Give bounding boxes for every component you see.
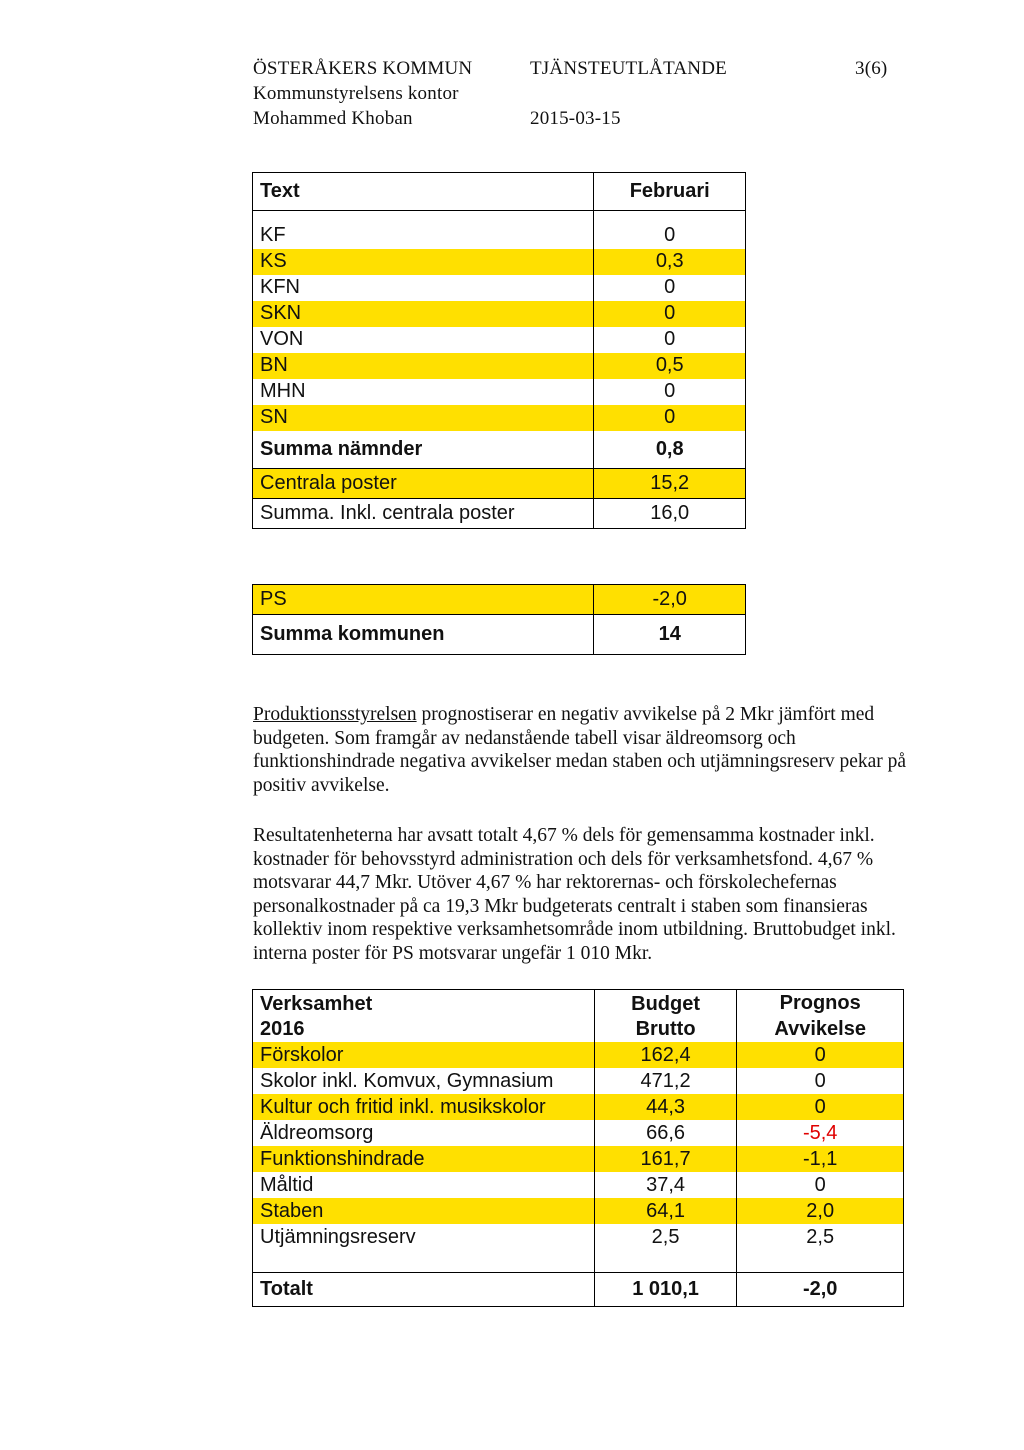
- row-label: Utjämningsreserv: [253, 1224, 595, 1250]
- row-value: 0,3: [594, 249, 746, 275]
- table-row: [253, 1172, 904, 1198]
- row-budget: 64,1: [594, 1198, 737, 1224]
- table-row: [253, 1042, 904, 1068]
- row-label: Skolor inkl. Komvux, Gymnasium: [253, 1068, 595, 1094]
- row-label: Förskolor: [253, 1042, 595, 1068]
- row-value: 0,5: [594, 353, 746, 379]
- row-budget: 37,4: [594, 1172, 737, 1198]
- paragraph-ps-forecast-text: prognostiserar en negativ avvikelse på 2 Mkr jämfört med budgeten. Som framgår av nedanstående tabell visar äldreomsorg och funktionshindrade negativa avvikelser medan staben och utjämningsreserv pekar på positiv avvikelse.: [253, 704, 907, 796]
- col-header-budget: Budget: [594, 990, 737, 1017]
- row-label: MHN: [253, 379, 594, 405]
- ps-label: PS: [253, 585, 594, 615]
- document-date: 2015-03-15: [530, 108, 621, 129]
- central-items-row: [253, 469, 746, 499]
- row-deviation: 0: [814, 1173, 826, 1196]
- row-value: 0: [594, 301, 746, 327]
- row-deviation: 2,5: [806, 1225, 835, 1248]
- forecast-table: [252, 172, 746, 529]
- row-budget: 66,6: [594, 1120, 737, 1146]
- paragraph-result-units: Resultatenheterna har avsatt totalt 4,67 % dels för gemensamma kostnader inkl. kostnader för behovsstyrd administration och dels för verksamhetsfond. 4,67 % motsvarar 44,7 Mkr. Utöver 4,67 % har rektorernas- och förskolechefernas personalkostnader på ca 19,3 Mkr budgeterats centralt i staben som finansieras kollektiv inom respektive verksamhetsområde inom utbildning. Bruttobudget inkl. interna poster för PS motsvarar ungefär 1 010 Mkr.: [253, 825, 896, 964]
- row-label: Måltid: [253, 1172, 595, 1198]
- author-name: Mohammed Khoban: [253, 108, 413, 129]
- sum-incl-central-label: Summa. Inkl. centrala poster: [253, 499, 594, 529]
- row-budget: 162,4: [594, 1042, 737, 1068]
- row-label: SKN: [253, 301, 594, 327]
- sum-committees-label: Summa nämnder: [253, 431, 594, 469]
- central-items-value: 15,2: [594, 469, 746, 499]
- row-deviation: 0: [737, 1094, 904, 1120]
- row-budget: 44,3: [594, 1094, 737, 1120]
- col-header-month: Februari: [594, 173, 746, 211]
- table-row: [253, 301, 746, 327]
- table-row: [253, 1068, 904, 1094]
- activity-budget-table: [252, 989, 904, 1307]
- table-header-row: [253, 173, 746, 211]
- row-label: KFN: [253, 275, 594, 301]
- municipality-sum-table: [252, 584, 746, 655]
- municipality-total-label: Summa kommunen: [253, 615, 594, 655]
- row-label: SN: [253, 405, 594, 431]
- sum-incl-central-row: [253, 499, 746, 529]
- table-header-row-2: [253, 1016, 904, 1042]
- row-deviation: 2,0: [737, 1198, 904, 1224]
- spacer-row: [253, 1250, 904, 1272]
- col-header-activity: Verksamhet: [253, 990, 595, 1017]
- total-deviation: -2,0: [802, 1277, 838, 1300]
- table-row: [253, 327, 746, 353]
- row-deviation: 0: [814, 1069, 826, 1092]
- table-row: [253, 379, 746, 405]
- col-header-text: Text: [253, 173, 594, 211]
- row-deviation: 0: [737, 1042, 904, 1068]
- office-name: Kommunstyrelsens kontor: [253, 83, 459, 104]
- table-row: [253, 1198, 904, 1224]
- committee-link-text: Produktionsstyrelsen: [253, 704, 417, 725]
- col-header-deviation: Avvikelse: [774, 1017, 866, 1040]
- row-label: KF: [253, 223, 594, 249]
- sum-incl-central-value: 16,0: [594, 499, 746, 529]
- total-label: Totalt: [253, 1272, 595, 1306]
- row-label: KS: [253, 249, 594, 275]
- row-value: 0: [594, 223, 746, 249]
- row-value: 0: [594, 379, 746, 405]
- row-label: Äldreomsorg: [253, 1120, 595, 1146]
- table-row: [253, 249, 746, 275]
- org-name: ÖSTERÅKERS KOMMUN: [253, 58, 473, 79]
- row-budget: 471,2: [594, 1068, 737, 1094]
- table-row: [253, 223, 746, 249]
- row-label: Staben: [253, 1198, 595, 1224]
- table-row: [253, 1094, 904, 1120]
- row-value: 0: [594, 275, 746, 301]
- sum-committees-value: 0,8: [594, 431, 746, 469]
- table-row: [253, 405, 746, 431]
- table-row: [253, 275, 746, 301]
- ps-value: -2,0: [594, 585, 746, 615]
- row-deviation: -5,4: [802, 1121, 838, 1144]
- row-label: Kultur och fritid inkl. musikskolor: [253, 1094, 595, 1120]
- paragraph-ps-forecast: [253, 703, 913, 797]
- col-header-year: 2016: [253, 1016, 595, 1042]
- page-number: 3(6): [855, 58, 888, 79]
- row-label: VON: [253, 327, 594, 353]
- row-value: 0: [594, 327, 746, 353]
- total-row: [253, 1272, 904, 1306]
- central-items-label: Centrala poster: [253, 469, 594, 499]
- row-value: 0: [594, 405, 746, 431]
- sum-committees-row: [253, 431, 746, 469]
- row-deviation: -1,1: [737, 1146, 904, 1172]
- table-header-row: [253, 990, 904, 1017]
- row-label: BN: [253, 353, 594, 379]
- table-row: [253, 1146, 904, 1172]
- row-budget: 2,5: [594, 1224, 737, 1250]
- row-budget: 161,7: [594, 1146, 737, 1172]
- col-header-gross: Brutto: [594, 1016, 737, 1042]
- col-header-forecast: Prognos: [779, 991, 861, 1014]
- municipality-total-row: [253, 615, 746, 655]
- row-label: Funktionshindrade: [253, 1146, 595, 1172]
- document-type: TJÄNSTEUTLÅTANDE: [530, 58, 727, 79]
- municipality-total-value: 14: [594, 615, 746, 655]
- table-row: [253, 353, 746, 379]
- ps-row: [253, 585, 746, 615]
- table-row: [253, 1120, 904, 1146]
- total-budget: 1 010,1: [594, 1272, 737, 1306]
- table-row: [253, 1224, 904, 1250]
